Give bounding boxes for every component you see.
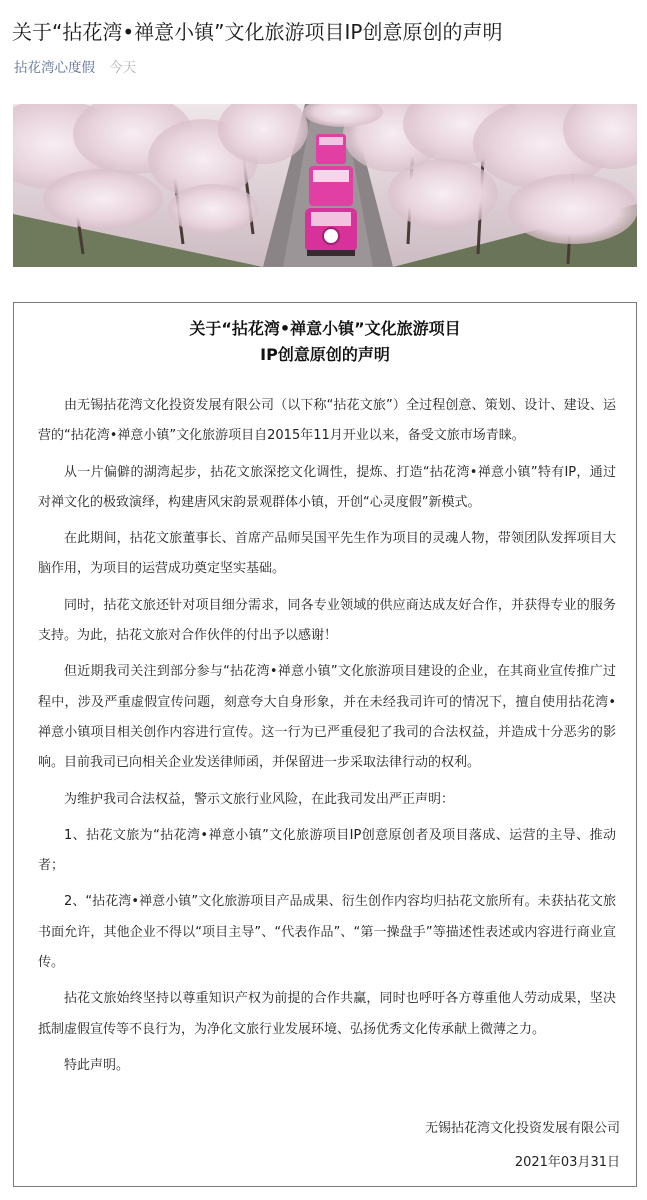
- paragraph: 为维护我司合法权益，警示文旅行业风险，在此我司发出严正声明：: [64, 791, 455, 807]
- statement-body: [38, 391, 616, 1087]
- article-title: 关于“拈花湾•禅意小镇”文化旅游项目IP创意原创的声明: [12, 20, 503, 44]
- paragraph: 但近期我司关注到部分参与“拈花湾•禅意小镇”文化旅游项目建设的企业，在其商业宣传推广过程中，涉及严重虚假宣传问题，刻意夸大自身形象，并在未经我司许可的情况下，擅自使用拈花湾•禅意小镇项目相关创作内容进行宣传。这一行为已严重侵犯了我司的合法权益，并造成十分恶劣的影响。目前我司已向相关企业发送律师函，并保留进一步采取法律行动的权利。: [38, 664, 616, 771]
- banner-image: [13, 104, 637, 267]
- publish-time: 今天: [109, 60, 137, 76]
- signature-date: 2021年03月31日: [514, 1155, 620, 1170]
- paragraph: 2、“拈花湾•禅意小镇”文化旅游项目产品成果、衍生创作内容均归拈花文旅所有。未获拈花文旅书面允许，其他企业不得以“项目主导”、“代表作品”、“第一操盘手”等描述性表述或内容进行商业宣传。: [38, 894, 616, 971]
- article-meta: [14, 58, 136, 78]
- paragraph: 由无锡拈花湾文化投资发展有限公司（以下称“拈花文旅”）全过程创意、策划、设计、建设、运营的“拈花湾•禅意小镇”文化旅游项目自2015年11月开业以来，备受文旅市场青睐。: [38, 398, 616, 444]
- signature-company: 无锡拈花湾文化投资发展有限公司: [424, 1121, 620, 1136]
- paragraph: 同时，拈花文旅还针对项目细分需求，同各专业领域的供应商达成友好合作，并获得专业的服务支持。为此，拈花文旅对合作伙伴的付出予以感谢！: [38, 597, 616, 644]
- statement-box: [13, 302, 637, 1187]
- paragraph: 拈花文旅始终坚持以尊重知识产权为前提的合作共赢，同时也呼吁各方尊重他人劳动成果，坚决抵制虚假宣传等不良行为，为净化文旅行业发展环境、弘扬优秀文化传承献上微薄之力。: [38, 991, 616, 1037]
- account-name-link[interactable]: 拈花湾心度假: [14, 60, 95, 76]
- paragraph: 在此期间，拈花文旅董事长、首席产品师吴国平先生作为项目的灵魂人物，带领团队发挥项目大脑作用，为项目的运营成功奠定坚实基础。: [38, 531, 616, 577]
- paragraph: 1、拈花文旅为“拈花湾•禅意小镇”文化旅游项目IP创意原创者及项目落成、运营的主导、推动者；: [38, 827, 616, 874]
- statement-title-line-1: 关于“拈花湾•禅意小镇”文化旅游项目: [189, 319, 461, 338]
- paragraph: 从一片偏僻的湖湾起步，拈花文旅深挖文化调性，提炼、打造“拈花湾•禅意小镇”特有IP，通过对禅文化的极致演绎，构建唐风宋韵景观群体小镇，开创“心灵度假”新模式。: [38, 464, 616, 510]
- statement-title-line-2: IP创意原创的声明: [260, 345, 390, 364]
- paragraph: 特此声明。: [64, 1057, 130, 1073]
- cherry-blossom-train-illustration: [13, 104, 637, 267]
